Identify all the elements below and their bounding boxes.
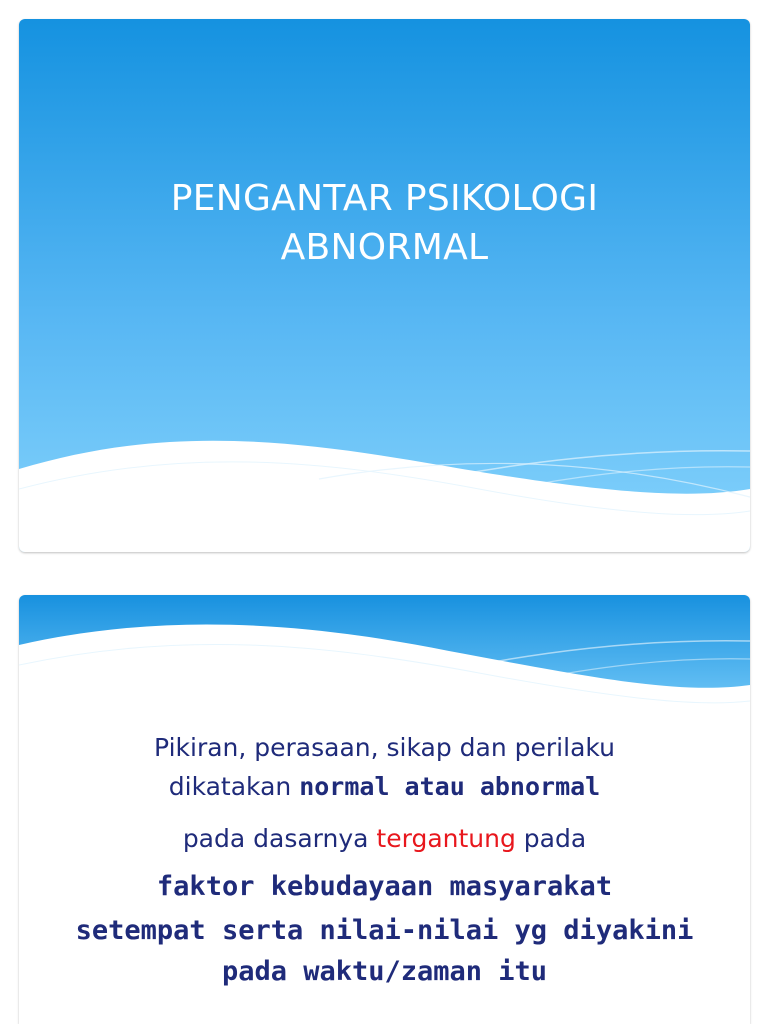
title-slide <box>19 19 750 552</box>
sky-wave-background <box>19 19 750 552</box>
title-line-2: ABNORMAL <box>280 227 489 268</box>
emphasis-normal-abnormal: normal atau abnormal <box>299 772 601 801</box>
body-line-3-prefix: pada dasarnya <box>182 824 377 853</box>
title-line-1: PENGANTAR PSIKOLOGI <box>170 178 599 219</box>
body-line-3 <box>19 824 750 853</box>
body-line-5: setempat serta nilai-nilai yg diyakini <box>75 915 694 946</box>
emphasis-tergantung: tergantung <box>376 824 516 853</box>
body-line-1: Pikiran, perasaan, sikap dan perilaku <box>154 733 615 762</box>
body-line-2-prefix: dikatakan <box>168 772 300 801</box>
slide-title <box>19 174 750 272</box>
content-slide <box>19 595 750 1024</box>
body-line-4: faktor kebudayaan masyarakat <box>156 871 613 902</box>
body-line-2 <box>19 772 750 801</box>
body-line-3-suffix: pada <box>515 824 587 853</box>
body-line-6: pada waktu/zaman itu <box>221 956 548 987</box>
header-wave-band <box>19 595 750 725</box>
